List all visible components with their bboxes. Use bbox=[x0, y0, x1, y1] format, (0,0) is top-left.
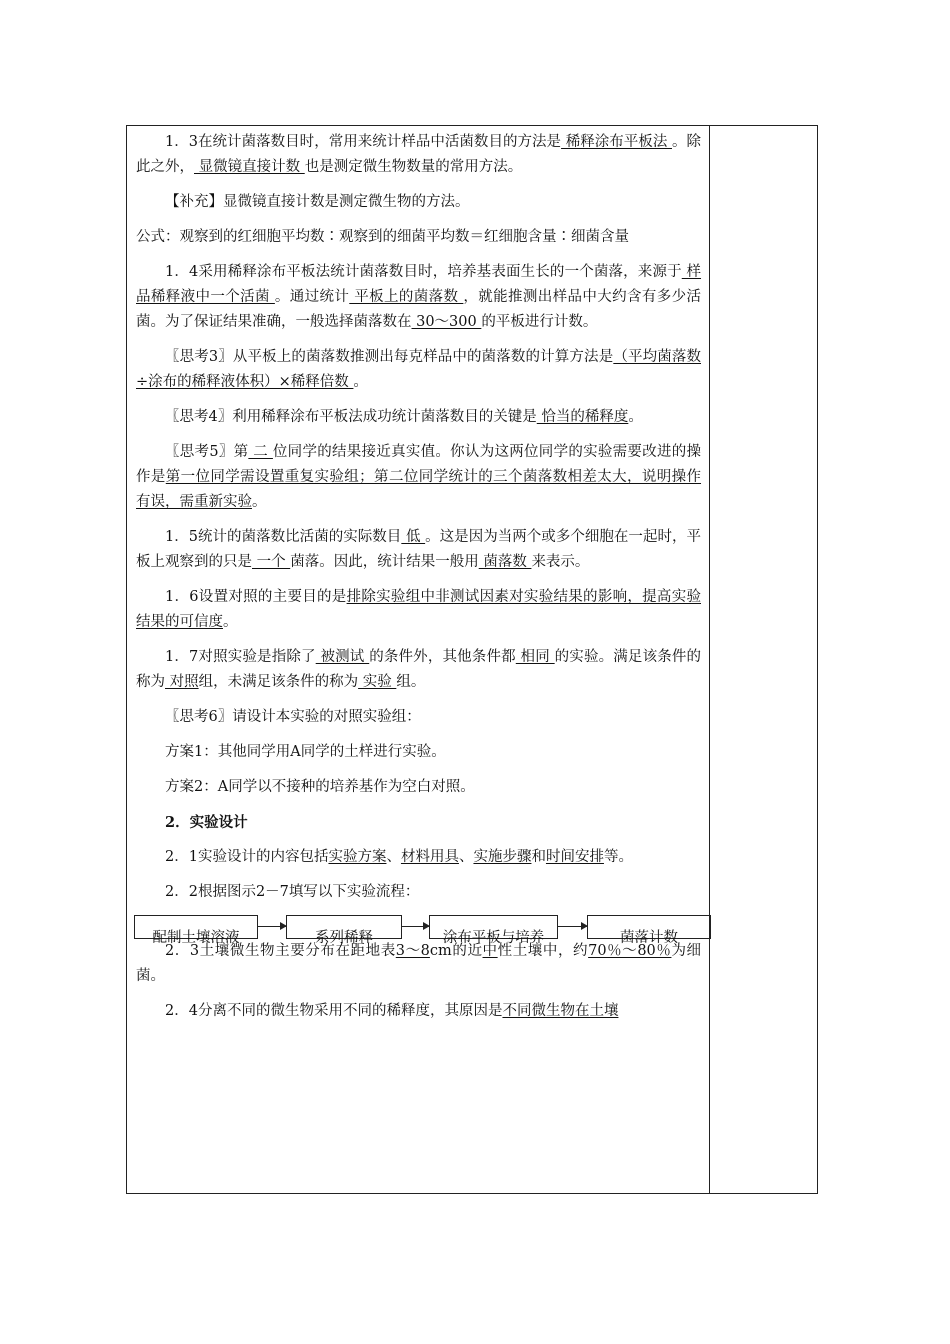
text: 也是测定微生物数量的常用方法。 bbox=[304, 159, 523, 175]
answer-blank: 不同微生物在土壤 bbox=[502, 1003, 619, 1019]
paragraph-1-4 bbox=[136, 260, 701, 335]
text: 的实验。满足该条件的称为 bbox=[136, 649, 702, 690]
answer-blank: 显微镜直接计数 bbox=[194, 159, 305, 175]
text: 。 bbox=[223, 614, 238, 630]
text: 〖思考5〗第 bbox=[165, 444, 249, 460]
text: 位同学的结果接近真实值。你认为这两位同学的实验需要改进的操作是 bbox=[136, 444, 702, 485]
think-5 bbox=[136, 440, 701, 515]
think-4 bbox=[136, 405, 701, 430]
formula-line: 公式：观察到的红细胞平均数∶观察到的细菌平均数＝红细胞含量∶细菌含量 bbox=[136, 229, 629, 245]
text: 组，未满足该条件的称为 bbox=[198, 674, 359, 690]
answer-blank: 排除实验组中非测试因素对实验结果的影响，提高实验结果的可信度 bbox=[136, 589, 701, 630]
answer-blank: 平板上的菌落数 bbox=[349, 289, 464, 305]
text: 、 bbox=[386, 849, 401, 865]
text: 〖思考4〗利用稀释涂布平板法成功统计菌落数目的关键是 bbox=[165, 409, 537, 425]
supplement-note: 【补充】显微镜直接计数是测定微生物的方法。 bbox=[165, 194, 470, 210]
section-heading: 2．实验设计 bbox=[165, 814, 248, 831]
text: 。除此之外， bbox=[136, 134, 702, 175]
text: 1．3在统计菌落数目时，常用来统计样品中活菌数目的方法是 bbox=[165, 134, 562, 150]
plan-1: 方案1：其他同学用A同学的土样进行实验。 bbox=[165, 744, 446, 760]
text: ，就能推测出样品中大约含有多少活菌。为了保证结果准确，一般选择菌落数在 bbox=[136, 289, 702, 330]
flow-step-4: 菌落计数 bbox=[587, 915, 711, 939]
text: 1．7对照实验是指除了 bbox=[165, 649, 316, 665]
text: 2．1实验设计的内容包括 bbox=[165, 849, 329, 865]
answer-blank: 恰当的稀释度 bbox=[536, 409, 629, 425]
answer-blank: 70％～80％ bbox=[588, 943, 672, 959]
text: 性土壤中，约 bbox=[497, 943, 589, 959]
answer-blank: 低 bbox=[401, 529, 426, 545]
text: 2．3土壤微生物主要分布在距地表 bbox=[165, 943, 396, 959]
answer-blank: 实验 bbox=[358, 674, 397, 690]
paragraph-1-5 bbox=[136, 525, 701, 575]
answer-blank: 时间安排 bbox=[545, 849, 604, 865]
text: 〖思考3〗从平板上的菌落数推测出每克样品中的菌落数的计算方法是 bbox=[165, 349, 614, 365]
answer-blank: （平均菌落数÷涂布的稀释液体积）×稀释倍数 bbox=[136, 349, 701, 390]
flow-diagram bbox=[136, 915, 701, 946]
arrow-icon bbox=[258, 926, 286, 927]
paragraph-2-3 bbox=[136, 939, 701, 989]
answer-blank: 相同 bbox=[515, 649, 555, 665]
answer-blank: 样品稀释液中一个活菌 bbox=[136, 264, 702, 305]
text: 。这是因为当两个或多个细胞在一起时，平板上观察到的只是 bbox=[136, 529, 702, 570]
answer-blank: 二 bbox=[248, 444, 273, 460]
paragraph-2-1 bbox=[136, 845, 701, 870]
text: 的平板进行计数。 bbox=[481, 314, 598, 330]
answer-blank: 材料用具 bbox=[400, 849, 459, 865]
answer-blank: 被测试 bbox=[315, 649, 370, 665]
text: 1．6设置对照的主要目的是 bbox=[165, 589, 347, 605]
flow-step-1: 配制土壤溶液 bbox=[134, 915, 258, 939]
answer-blank: 一个 bbox=[252, 554, 291, 570]
text: 。 bbox=[353, 374, 368, 390]
answer-blank: 实验方案 bbox=[328, 849, 387, 865]
paragraph-1-6 bbox=[136, 585, 701, 635]
text: 和 bbox=[531, 849, 546, 865]
paragraph-2-4 bbox=[136, 999, 701, 1024]
text: cm的近 bbox=[429, 943, 483, 959]
document-body bbox=[136, 130, 701, 1034]
arrow-icon bbox=[558, 926, 587, 927]
paragraph-1-3 bbox=[136, 130, 701, 180]
answer-blank: 对照 bbox=[165, 674, 199, 690]
answer-blank: 实施步骤 bbox=[473, 849, 532, 865]
answer-blank: 中 bbox=[482, 943, 498, 959]
think-3 bbox=[136, 345, 701, 395]
text: 。通过统计 bbox=[274, 289, 350, 305]
arrow-icon bbox=[402, 926, 429, 927]
plan-2: 方案2：A同学以不接种的培养基作为空白对照。 bbox=[165, 779, 475, 795]
text: 。 bbox=[252, 494, 267, 510]
answer-blank: 稀释涂布平板法 bbox=[561, 134, 672, 150]
text: 、 bbox=[458, 849, 474, 865]
text: 。 bbox=[628, 409, 643, 425]
text: 1．4采用稀释涂布平板法统计菌落数目时，培养基表面生长的一个菌落，来源于 bbox=[165, 264, 682, 280]
text: 的条件外，其他条件都 bbox=[369, 649, 516, 665]
text: 为细菌。 bbox=[136, 943, 702, 984]
text: 1．5统计的菌落数比活菌的实际数目 bbox=[165, 529, 402, 545]
table-column-divider bbox=[709, 125, 710, 1194]
flow-step-2: 系列稀释 bbox=[286, 915, 402, 939]
flow-step-3: 涂布平板与培养 bbox=[429, 915, 558, 939]
think-6: 〖思考6〗请设计本实验的对照实验组： bbox=[165, 709, 421, 725]
text: 等。 bbox=[603, 849, 633, 865]
answer-blank: 第一位同学需设置重复实验组；第二位同学统计的三个菌落数相差太大，说明操作有误，需重新实验 bbox=[136, 469, 702, 510]
text: 2．4分离不同的微生物采用不同的稀释度，其原因是 bbox=[165, 1003, 503, 1019]
text: 菌落。因此，统计结果一般用 bbox=[290, 554, 479, 570]
answer-blank: 30～300 bbox=[411, 314, 482, 330]
text: 组。 bbox=[396, 674, 426, 690]
paragraph-1-7 bbox=[136, 645, 701, 695]
text: 来表示。 bbox=[531, 554, 590, 570]
answer-blank: 菌落数 bbox=[478, 554, 532, 570]
answer-blank: 3～8 bbox=[395, 943, 430, 959]
paragraph-2-2: 2．2根据图示2－7填写以下实验流程： bbox=[165, 884, 420, 900]
